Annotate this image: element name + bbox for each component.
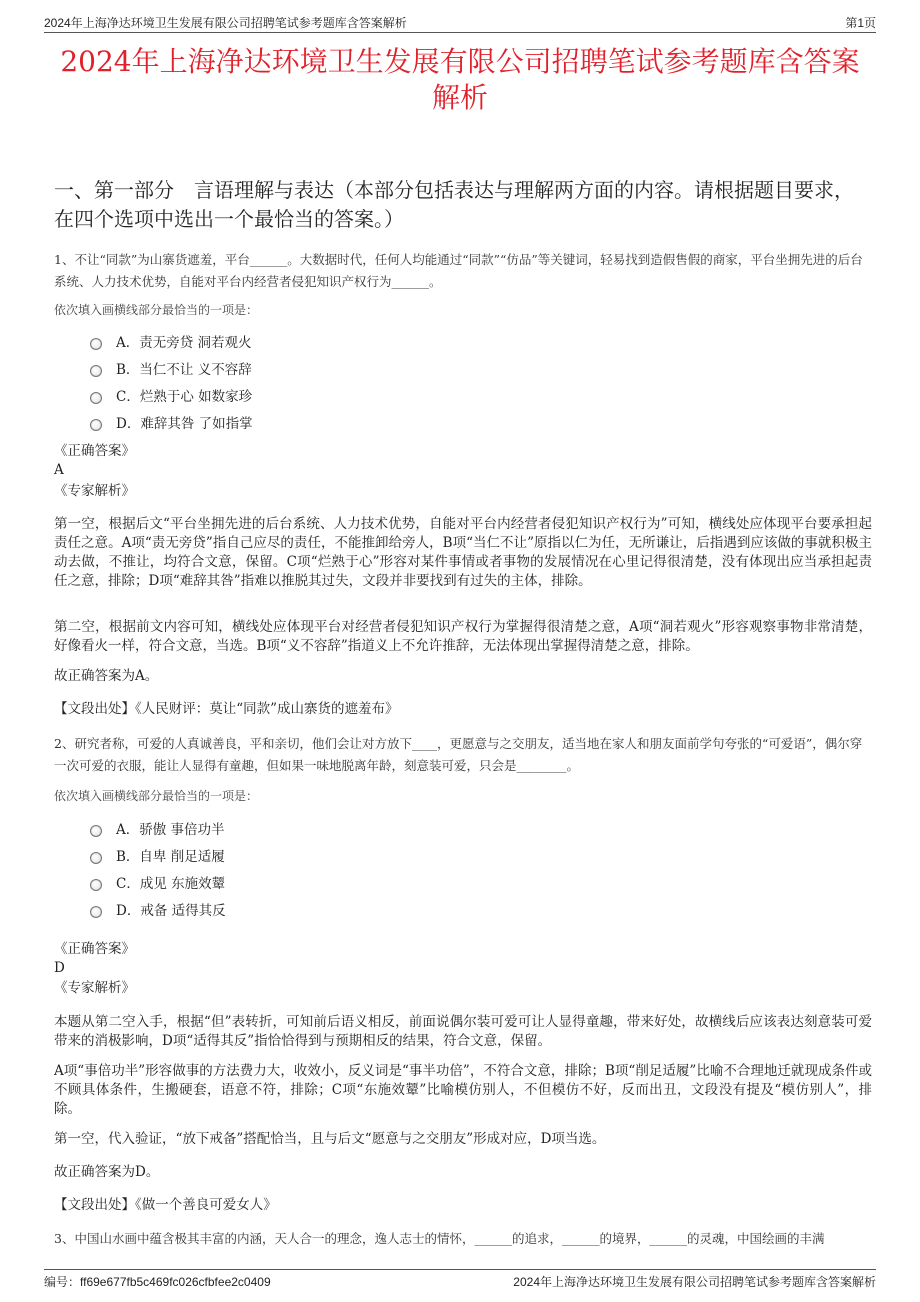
footer-doc-id: 编号：ff69e677fb5c469fc026cfbfee2c0409 (44, 1275, 271, 1289)
q2-explanation-4: 故正确答案为D。 (54, 1164, 160, 1180)
q1-option-b[interactable]: B．当仁不让 义不容辞 (90, 357, 253, 384)
q1-options (90, 330, 253, 438)
radio-icon[interactable] (90, 825, 102, 837)
q1-answer: A (54, 462, 64, 478)
radio-icon[interactable] (90, 852, 102, 864)
q1-source: 【文段出处】《人民财评：莫让“同款”成山寨货的遮羞布》 (54, 701, 399, 717)
q2-options (90, 817, 226, 925)
page-header (44, 12, 876, 33)
header-doc-title: 2024年上海净达环境卫生发展有限公司招聘笔试参考题库含答案解析 (44, 16, 407, 30)
q1-option-a[interactable]: A．责无旁贷 洞若观火 (90, 330, 253, 357)
q1-explanation-2: 第二空，根据前文内容可知，横线处应体现平台对经营者侵犯知识产权行为掌握得很清楚之意，A项“洞若观火”形容观察事物非常清楚，好像看火一样，符合文意，当选。B项“义不容辞”指道义上不允许推辞，无法体现出掌握得清楚之意，排除。 (54, 619, 872, 654)
q1-answer-label: 《正确答案》 (54, 443, 135, 459)
radio-icon[interactable] (90, 392, 102, 404)
radio-icon[interactable] (90, 365, 102, 377)
q2-option-b[interactable]: B．自卑 削足适履 (90, 844, 226, 871)
q1-stem: 1、不让“同款”为山寨货遮羞，平台______。大数据时代，任何人均能通过“同款”“仿品”等关键词，轻易找到造假售假的商家，平台坐拥先进的后台系统、人力技术优势，自能对平台内经营者侵犯知识产权行为______。 (54, 252, 863, 289)
q1-explanation-3: 故正确答案为A。 (54, 668, 159, 684)
footer-doc-title: 2024年上海净达环境卫生发展有限公司招聘笔试参考题库含答案解析 (513, 1275, 876, 1289)
header-page-number: 第1页 (845, 16, 876, 30)
q2-source: 【文段出处】《做一个善良可爱女人》 (54, 1197, 277, 1213)
q1-analysis-label: 《专家解析》 (54, 483, 135, 499)
q2-explanation-2: A项“事倍功半”形容做事的方法费力大，收效小，反义词是“事半功倍”，不符合文意，排除；B项“削足适履”比喻不合理地迁就现成条件或不顾具体条件，生搬硬套，语意不符，排除；C项“东施效颦”比喻模仿别人，不但模仿不好，反而出丑，文段没有提及“模仿别人”，排除。 (54, 1063, 872, 1117)
radio-icon[interactable] (90, 906, 102, 918)
q1-explanation-1: 第一空，根据后文“平台坐拥先进的后台系统、人力技术优势，自能对平台内经营者侵犯知识产权行为”可知，横线处应体现平台要承担起责任之意。A项“责无旁贷”指自己应尽的责任，不能推卸给旁人，B项“当仁不让”原指以仁为任，无所谦让，后指遇到应该做的事就积极主动去做，不推让，均符合文意，保留。C项“烂熟于心”形容对某件事情或者事物的发展情况在心里记得很清楚，没有体现出应当承担起责任之意，排除；D项“难辞其咎”指难以推脱其过失，文段并非要找到有过失的主体，排除。 (54, 516, 872, 589)
radio-icon[interactable] (90, 879, 102, 891)
radio-icon[interactable] (90, 338, 102, 350)
document-title: 2024年上海净达环境卫生发展有限公司招聘笔试参考题库含答案解析 (60, 45, 860, 114)
q1-prompt: 依次填入画横线部分最恰当的一项是： (54, 303, 259, 317)
page-footer (44, 1269, 876, 1290)
q2-answer: D (54, 960, 65, 976)
q2-explanation-3: 第一空，代入验证，“放下戒备”搭配恰当，且与后文“愿意与之交朋友”形成对应，D项当选。 (54, 1131, 606, 1147)
q1-option-d[interactable]: D．难辞其咎 了如指掌 (90, 411, 253, 438)
q1-option-c[interactable]: C．烂熟于心 如数家珍 (90, 384, 253, 411)
q2-option-a[interactable]: A．骄傲 事倍功半 (90, 817, 226, 844)
q2-option-c[interactable]: C．成见 东施效颦 (90, 871, 226, 898)
q2-stem: 2、研究者称，可爱的人真诚善良，平和亲切，他们会让对方放下____，更愿意与之交朋友，适当地在家人和朋友面前学句夸张的“可爱语”，偶尔穿一次可爱的衣服，能让人显得有童趣，但如果一味地脱离年龄，刻意装可爱，只会是________。 (54, 736, 863, 773)
q2-option-d[interactable]: D．戒备 适得其反 (90, 898, 226, 925)
radio-icon[interactable] (90, 419, 102, 431)
q2-explanation-1: 本题从第二空入手，根据“但”表转折，可知前后语义相反，前面说偶尔装可爱可让人显得童趣，带来好处，故横线后应该表达刻意装可爱带来的消极影响，D项“适得其反”指恰恰得到与预期相反的结果，符合文意，保留。 (54, 1014, 872, 1049)
q2-analysis-label: 《专家解析》 (54, 980, 135, 996)
q2-prompt: 依次填入画横线部分最恰当的一项是： (54, 789, 259, 803)
q2-answer-label: 《正确答案》 (54, 941, 135, 957)
section-heading: 一、第一部分 言语理解与表达（本部分包括表达与理解两方面的内容。请根据题目要求，在四个选项中选出一个最恰当的答案。） (54, 178, 854, 231)
q3-stem: 3、中国山水画中蕴含极其丰富的内涵，天人合一的理念，逸人志士的情怀，______的追求，______的境界，______的灵魂，中国绘画的丰满 (54, 1231, 825, 1246)
